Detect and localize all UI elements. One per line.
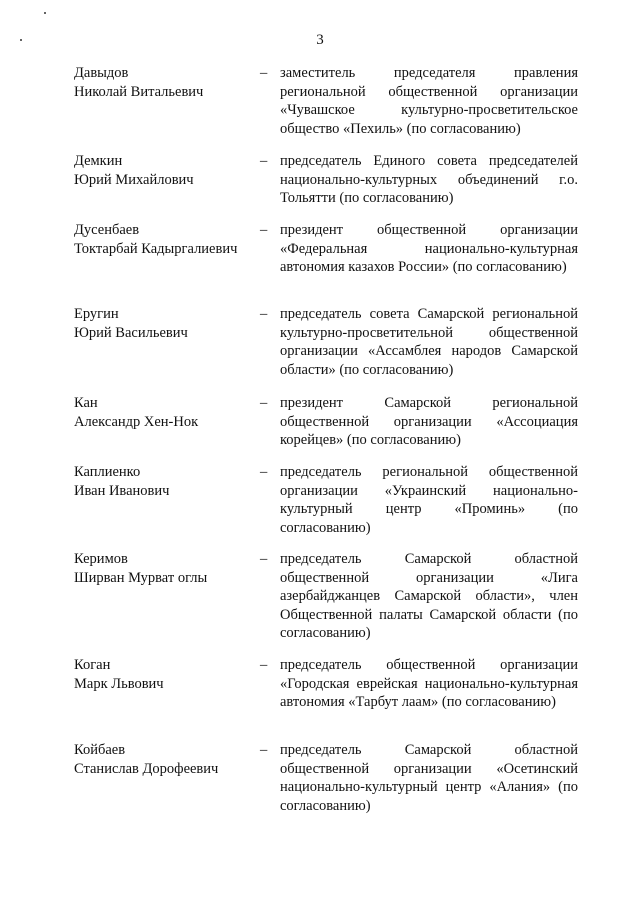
person-role: председатель Единого совета председателей национально-культурных объединений г.о. Тольятти (по согласованию) — [280, 153, 578, 206]
person-surname: Кан — [74, 395, 98, 411]
person-given-names: Александр Хен-Нок — [74, 414, 199, 430]
dash-separator: – — [260, 395, 268, 411]
person-surname: Еругин — [74, 306, 119, 322]
person-given-names: Марк Львович — [74, 676, 164, 692]
person-name — [74, 152, 264, 190]
person-name — [74, 221, 264, 259]
person-surname: Койбаев — [74, 742, 126, 758]
dash-separator: – — [260, 657, 268, 673]
person-given-names: Юрий Васильевич — [74, 325, 188, 341]
person-surname: Дусенбаев — [74, 222, 140, 238]
person-name — [74, 305, 264, 343]
person-name — [74, 656, 264, 694]
dash-separator: – — [260, 153, 268, 169]
person-role: заместитель председателя правления региональной общественной организации «Чувашское культурно-просветительское общество «Пехиль» (по согласованию) — [280, 65, 578, 137]
person-surname: Керимов — [74, 551, 128, 567]
dash-separator: – — [260, 742, 268, 758]
person-surname: Коган — [74, 657, 111, 673]
dash-separator: – — [260, 551, 268, 567]
person-name — [74, 550, 264, 588]
person-given-names: Ширван Мурват оглы — [74, 570, 208, 586]
dash-separator: – — [260, 65, 268, 81]
person-surname: Каплиенко — [74, 464, 141, 480]
person-role: председатель Самарской областной общественной организации «Осетинский национально-культурный центр «Алания» (по согласованию) — [280, 742, 578, 814]
dash-separator: – — [260, 464, 268, 480]
person-role: председатель региональной общественной организации «Украинский национально-культурный центр «Проминь» (по согласованию) — [280, 464, 578, 536]
person-role: председатель общественной организации «Городская еврейская национально-культурная автономия «Тарбут лаам» (по согласованию) — [280, 657, 578, 710]
person-role: президент общественной организации «Федеральная национально-культурная автономия казахов России» (по согласованию) — [280, 222, 578, 275]
person-surname: Давыдов — [74, 65, 129, 81]
person-name — [74, 394, 264, 432]
person-given-names: Николай Витальевич — [74, 84, 204, 100]
person-given-names: Юрий Михайлович — [74, 172, 194, 188]
dash-separator: – — [260, 306, 268, 322]
person-role: председатель совета Самарской региональной культурно-просветительной общественной организации «Ассамблея народов Самарской области» (по согласованию) — [280, 306, 578, 378]
person-name — [74, 64, 264, 102]
person-role: президент Самарской региональной общественной организации «Ассоциация корейцев» (по согласованию) — [280, 395, 578, 448]
person-name — [74, 741, 264, 779]
person-given-names: Иван Иванович — [74, 483, 170, 499]
dash-separator: – — [260, 222, 268, 238]
person-surname: Демкин — [74, 153, 123, 169]
person-role: председатель Самарской областной общественной организации «Лига азербайджанцев Самарской области», член Общественной палаты Самарской области (по согласованию) — [280, 551, 578, 641]
person-given-names: Станислав Дорофеевич — [74, 761, 219, 777]
page-number: 3 — [316, 32, 324, 48]
scan-speck — [44, 12, 46, 14]
person-given-names: Токтарбай Кадыргалиевич — [74, 241, 238, 257]
person-name — [74, 463, 264, 501]
